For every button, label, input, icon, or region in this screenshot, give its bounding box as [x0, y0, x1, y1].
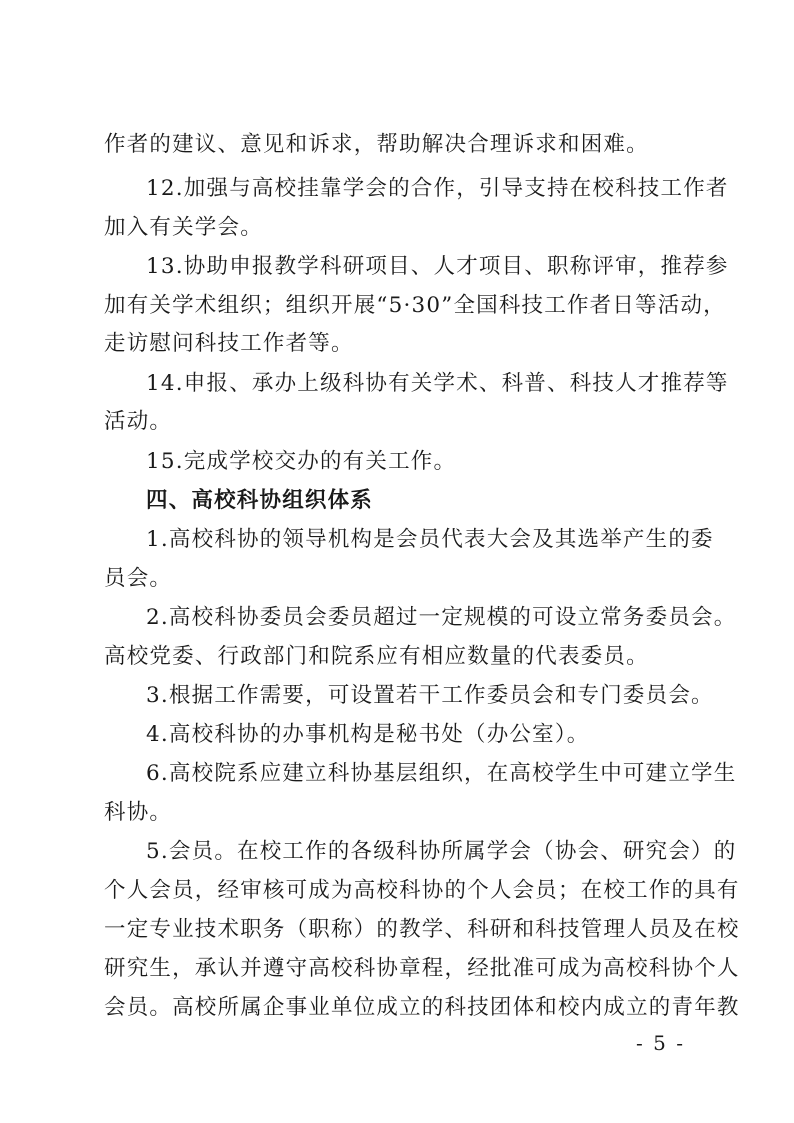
text-line: 4.高校科协的办事机构是秘书处（办公室）。	[146, 722, 590, 747]
text-line: 科协。	[104, 800, 173, 825]
text-line: 加有关学术组织；组织开展“5·30”全国科技工作者日等活动，	[104, 293, 726, 318]
text-line: 13.协助申报教学科研项目、人才项目、职称评审，推荐参	[146, 254, 729, 279]
text-line: 14.申报、承办上级科协有关学术、科普、科技人才推荐等	[146, 371, 729, 396]
text-line: 12.加强与高校挂靠学会的合作，引导支持在校科技工作者	[146, 176, 729, 201]
text-line: 2.高校科协委员会委员超过一定规模的可设立常务委员会。	[146, 605, 737, 630]
text-line: 走访慰问科技工作者等。	[104, 331, 354, 356]
text-line: 活动。	[104, 409, 173, 434]
text-line: 15.完成学校交办的有关工作。	[146, 449, 457, 474]
text-line: 员会。	[104, 566, 173, 591]
text-line: 作者的建议、意见和诉求，帮助解决合理诉求和困难。	[104, 132, 649, 157]
section-heading: 四、高校科协组织体系	[146, 488, 374, 513]
text-line: 3.根据工作需要，可设置若干工作委员会和专门委员会。	[146, 683, 714, 708]
text-line: 加入有关学会。	[104, 215, 263, 240]
text-line: 5.会员。在校工作的各级科协所属学会（协会、研究会）的	[146, 839, 737, 864]
text-line: 6.高校院系应建立科协基层组织，在高校学生中可建立学生	[146, 761, 737, 786]
page-number: - 5 -	[636, 1031, 685, 1055]
text-line: 高校党委、行政部门和院系应有相应数量的代表委员。	[104, 644, 649, 669]
text-line: 一定专业技术职务（职称）的教学、科研和科技管理人员及在校	[104, 917, 740, 942]
text-line: 会员。高校所属企事业单位成立的科技团体和校内成立的青年教	[104, 995, 740, 1020]
text-line: 1.高校科协的领导机构是会员代表大会及其选举产生的委	[146, 527, 714, 552]
text-line: 个人会员，经审核可成为高校科协的个人会员；在校工作的具有	[104, 878, 740, 903]
text-line: 研究生，承认并遵守高校科协章程，经批准可成为高校科协个人	[104, 956, 740, 981]
